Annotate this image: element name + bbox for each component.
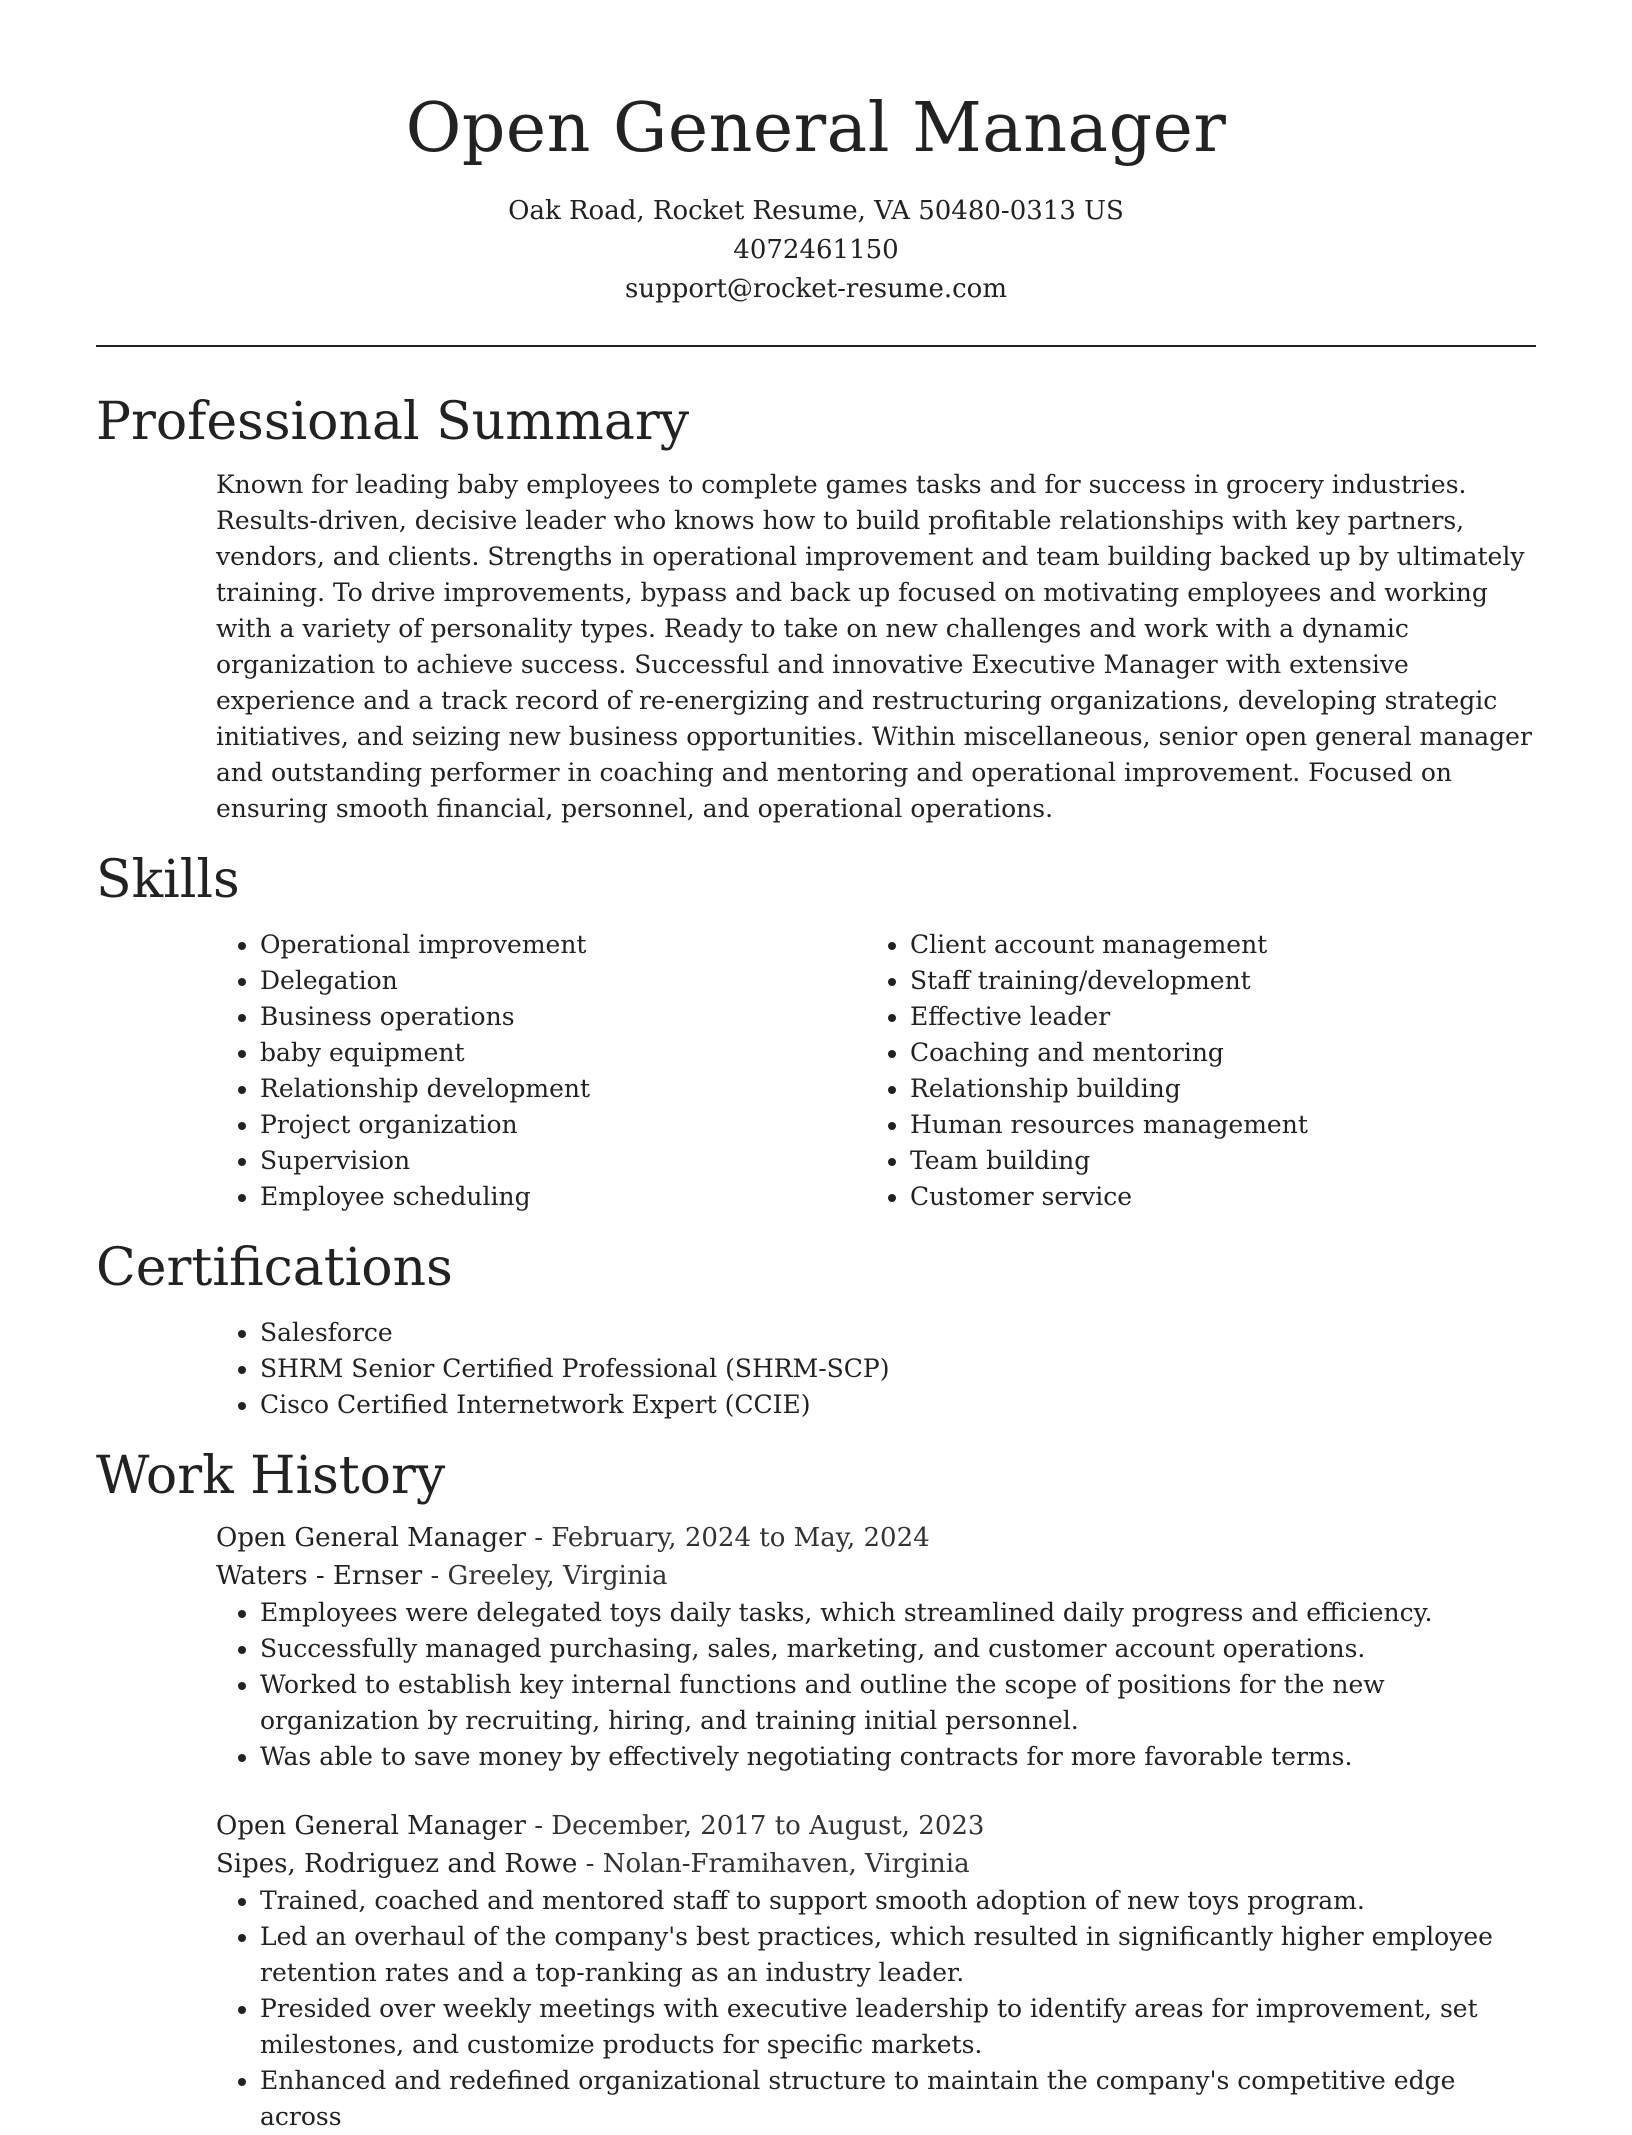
skills-list-right [866,927,1516,1215]
resume-page [96,0,1536,2131]
contact-block [96,192,1536,309]
skill-item: • baby equipment [260,1035,866,1071]
job-dates: - February, 2024 to May, 2024 [525,1523,930,1553]
job-company: Sipes, Rodriguez and Rowe [216,1849,578,1879]
job-entry [216,1519,1536,1775]
skill-item: • Project organization [260,1107,866,1143]
job-role: Open General Manager [216,1811,526,1841]
job-location: - Nolan-Framihaven, Virginia [577,1849,970,1879]
job-bullet: • Trained, coached and mentored staff to support smooth adoption of new toys program. [260,1883,1536,1919]
certifications-list [216,1315,1536,1423]
skill-item: • Client account management [910,927,1516,963]
job-bullet: • Worked to establish key internal functions and outline the scope of positions for the new organization by recruiting, hiring, and training initial personnel. [260,1667,1536,1739]
skill-item: • Delegation [260,963,866,999]
resume-header [96,0,1536,309]
job-bullet: • Successfully managed purchasing, sales, marketing, and customer account operations. [260,1631,1536,1667]
job-company: Waters - Ernser [216,1561,423,1591]
candidate-name: Open General Manager [405,89,1227,168]
section-title-skills: Skills [96,850,240,910]
skill-item: • Employee scheduling [260,1179,866,1215]
certifications-block [216,1315,1536,1423]
job-title-line [216,1519,1536,1557]
job-bullet-list [216,1595,1536,1775]
certification-item: • Cisco Certified Internetwork Expert (CCIE) [260,1387,1536,1423]
contact-address: Oak Road, Rocket Resume, VA 50480-0313 US [508,196,1124,226]
skill-item: • Relationship development [260,1071,866,1107]
header-divider [96,345,1536,347]
section-title-work-history: Work History [96,1446,446,1506]
skill-item: • Relationship building [910,1071,1516,1107]
section-title-summary: Professional Summary [96,392,690,452]
contact-email: support@rocket-resume.com [624,274,1007,304]
job-bullet: • Enhanced and redefined organizational structure to maintain the company's competitive edge across [260,2063,1536,2135]
skills-grid [216,927,1536,1215]
summary-text: Known for leading baby employees to complete games tasks and for success in grocery industries. Results-driven, decisive leader who knows how to build profitable relationships with key partners, vendors, and clients. Strengths in operational improvement and team building backed up by ultimately training. To drive improvements, bypass and back up focused on motivating employees and working with a variety of personality types. Ready to take on new challenges and work with a dynamic organization to achieve success. Successful and innovative Executive Manager with extensive experience and a track record of re-energizing and restructuring organizations, developing strategic initiatives, and seizing new business opportunities. Within miscellaneous, senior open general manager and outstanding performer in coaching and mentoring and operational improvement. Focused on ensuring smooth financial, personnel, and operational operations. [216,470,1532,823]
job-bullet: • Led an overhaul of the company's best practices, which resulted in significantly higher employee retention rates and a top-ranking as an industry leader. [260,1919,1536,1991]
skill-item: • Supervision [260,1143,866,1179]
certification-item: • Salesforce [260,1315,1536,1351]
job-bullet: • Was able to save money by effectively negotiating contracts for more favorable terms. [260,1739,1536,1775]
skill-item: • Human resources management [910,1107,1516,1143]
section-title-certifications: Certifications [96,1238,453,1298]
job-dates: - December, 2017 to August, 2023 [525,1811,985,1841]
job-entry [216,1807,1536,2135]
contact-phone: 4072461150 [733,235,899,265]
certification-item: • SHRM Senior Certified Professional (SHRM-SCP) [260,1351,1536,1387]
job-location: - Greeley, Virginia [422,1561,668,1591]
job-title-line [216,1807,1536,1845]
skill-item: • Operational improvement [260,927,866,963]
skills-column-right [866,927,1516,1215]
job-bullet: • Employees were delegated toys daily tasks, which streamlined daily progress and efficiency. [260,1595,1536,1631]
skill-item: • Coaching and mentoring [910,1035,1516,1071]
job-company-line [216,1845,1536,1883]
skill-item: • Effective leader [910,999,1516,1035]
skills-column-left [216,927,866,1215]
job-role: Open General Manager [216,1523,526,1553]
job-bullet-list [216,1883,1536,2135]
skill-item: • Customer service [910,1179,1516,1215]
job-bullet: • Presided over weekly meetings with executive leadership to identify areas for improvement, set milestones, and customize products for specific markets. [260,1991,1536,2063]
skill-item: • Business operations [260,999,866,1035]
skills-list-left [216,927,866,1215]
job-company-line [216,1557,1536,1595]
skill-item: • Staff training/development [910,963,1516,999]
skill-item: • Team building [910,1143,1516,1179]
